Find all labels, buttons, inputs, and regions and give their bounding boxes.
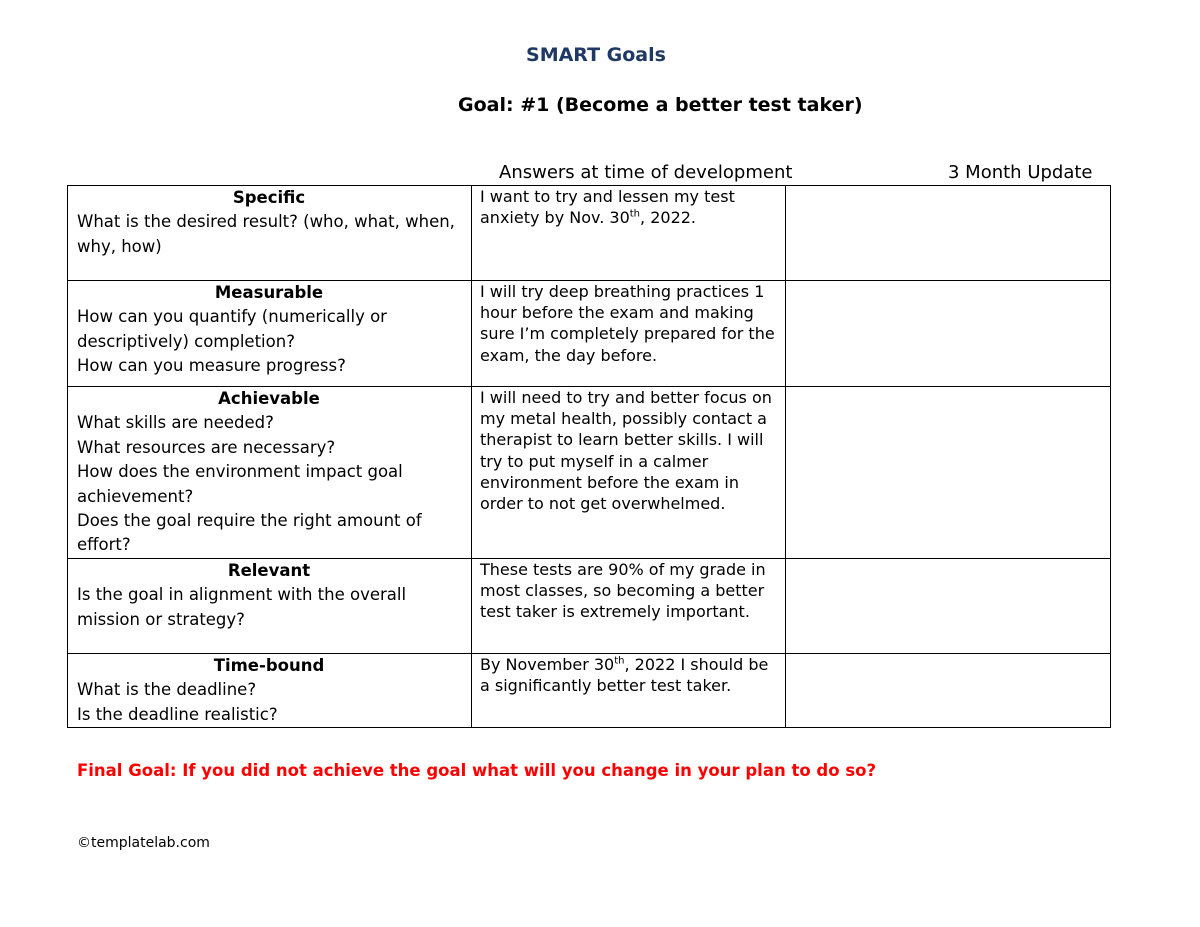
document-title: SMART Goals — [526, 44, 666, 66]
table-row-relevant — [68, 558, 1111, 653]
answer-cell[interactable] — [472, 387, 786, 559]
smart-goals-table — [67, 185, 1111, 728]
criterion-cell — [68, 281, 472, 387]
answer-text-end: , 2022 I should be a significantly better test taker. — [480, 654, 769, 696]
criterion-question: Is the deadline realistic? — [77, 704, 278, 724]
answer-text: By November 30 — [480, 654, 615, 674]
final-goal-prompt: Final Goal: If you did not achieve the goal what will you change in your plan to do so? — [77, 761, 877, 780]
answer-cell[interactable] — [472, 653, 786, 727]
answer-text-end: , 2022. — [640, 208, 697, 228]
update-cell[interactable] — [786, 281, 1111, 387]
goal-heading: Goal: #1 (Become a better test taker) — [458, 94, 863, 116]
table-row-time-bound — [68, 653, 1111, 727]
criterion-question: What is the deadline? — [77, 680, 257, 700]
update-cell[interactable] — [786, 558, 1111, 653]
answer-text: These tests are 90% of my grade in most classes, so becoming a better test taker is extremely important. — [480, 559, 766, 622]
column-header-update: 3 Month Update — [948, 162, 1093, 183]
criterion-cell — [68, 387, 472, 559]
answer-cell[interactable] — [472, 281, 786, 387]
criterion-question: Is the goal in alignment with the overall mission or strategy? — [77, 585, 407, 629]
criterion-cell — [68, 653, 472, 727]
criterion-question: What resources are necessary? — [77, 437, 336, 457]
update-cell[interactable] — [786, 186, 1111, 281]
table-row-measurable — [68, 281, 1111, 387]
criterion-question: Does the goal require the right amount of effort? — [77, 511, 422, 555]
footer-credit: ©templatelab.com — [77, 835, 210, 851]
criterion-label: Achievable — [218, 389, 320, 408]
table-row-achievable — [68, 387, 1111, 559]
answer-cell[interactable] — [472, 186, 786, 281]
criterion-question: How does the environment impact goal achievement? — [77, 462, 403, 506]
criterion-question: What is the desired result? (who, what, when, why, how) — [77, 212, 455, 256]
answer-superscript: th — [629, 208, 641, 220]
criterion-cell — [68, 186, 472, 281]
update-cell[interactable] — [786, 653, 1111, 727]
criterion-label: Specific — [232, 188, 306, 207]
update-cell[interactable] — [786, 387, 1111, 559]
criterion-question: What skills are needed? — [77, 413, 274, 433]
answer-text: I will need to try and better focus on my metal health, possibly contact a therapist to learn better skills. I will try to put myself in a calmer environment before the exam in order to not get overwhelmed. — [480, 388, 772, 514]
answer-cell[interactable] — [472, 558, 786, 653]
answer-text: I will try deep breathing practices 1 hour before the exam and making sure I’m completely prepared for the exam, the day before. — [480, 282, 775, 365]
criterion-question: How can you quantify (numerically or descriptively) completion? — [77, 307, 387, 351]
criterion-label: Relevant — [227, 560, 311, 580]
criterion-cell — [68, 558, 472, 653]
answer-superscript: th — [614, 655, 625, 667]
criterion-label: Time-bound — [213, 655, 325, 675]
criterion-question: How can you measure progress? — [77, 356, 346, 376]
table-row-specific — [68, 186, 1111, 281]
answer-text: I want to try and lessen my test anxiety by Nov. 30 — [480, 187, 735, 228]
criterion-label: Measurable — [214, 283, 324, 302]
column-header-answers: Answers at time of development — [499, 162, 793, 183]
